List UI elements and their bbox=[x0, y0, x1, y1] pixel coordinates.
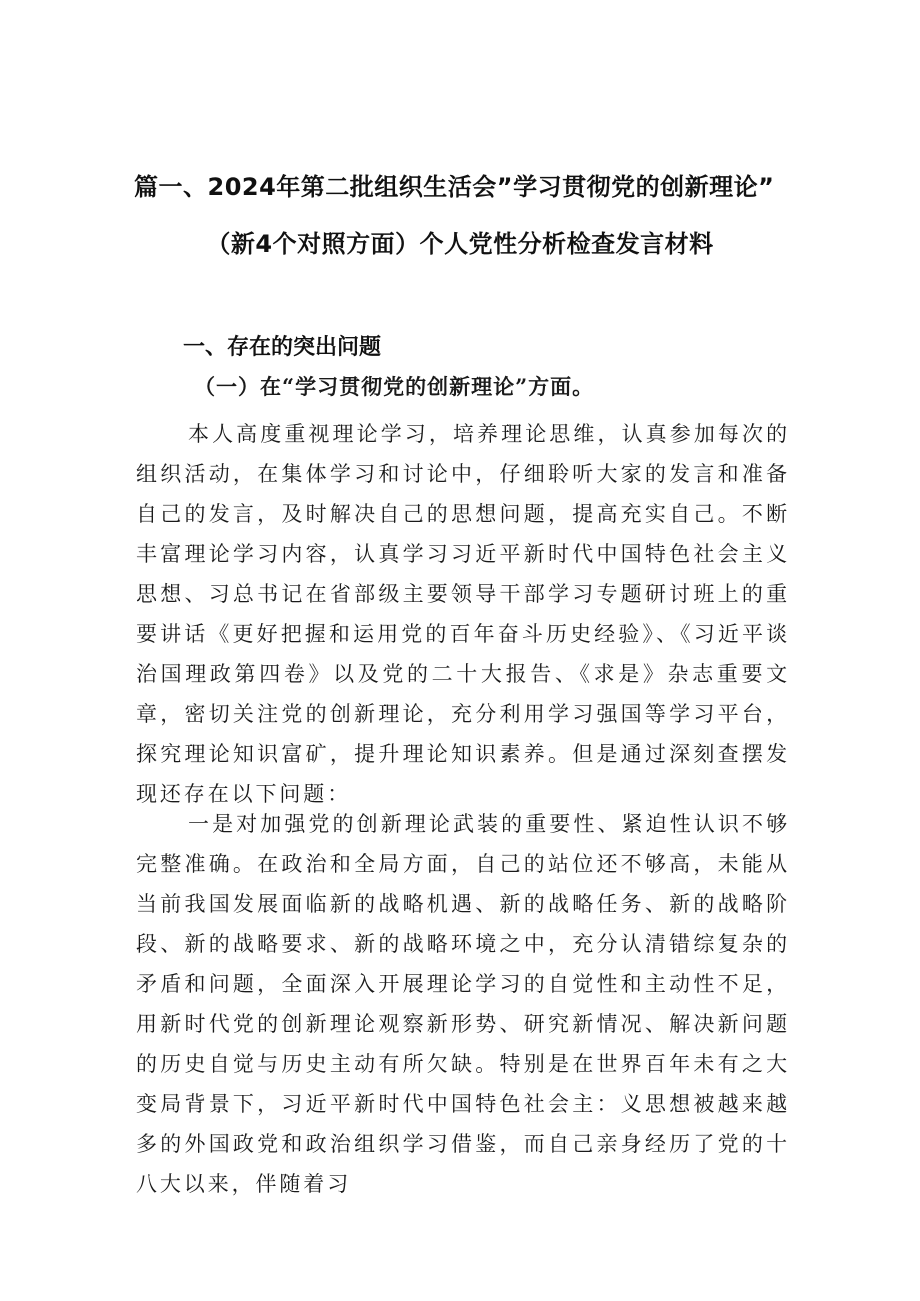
body-paragraph-1: 本人高度重视理论学习，培养理论思维，认真参加每次的组织活动，在集体学习和讨论中，仔细聆听大家的发言和准备自己的发言，及时解决自己的思想问题，提高充实自己。不断丰富理论学习内容，认真学习习近平新时代中国特色社会主义思想、习总书记在省部级主要领导干部学习专题研讨班上的重要讲话《更好把握和运用党的百年奋斗历史经验》、《习近平谈治国理政第四卷》以及党的二十大报告、《求是》杂志重要文章，密切关注党的创新理论，充分利用学习强国等学习平台，探究理论知识富矿，提升理论知识素养。但是通过深刻查摆发现还存在以下问题： bbox=[136, 422, 790, 806]
subsection-heading: （一）在“学习贯彻党的创新理论”方面。 bbox=[194, 374, 595, 399]
body-paragraph-2: 一是对加强党的创新理论武装的重要性、紧迫性认识不够完整准确。在政治和全局方面，自己的站位还不够高，未能从当前我国发展面临新的战略机遇、新的战略任务、新的战略阶段、新的战略要求、新的战略环境之中，充分认清错综复杂的矛盾和问题，全面深入开展理论学习的自觉性和主动性不足，用新时代党的创新理论观察新形势、研究新情况、解决新问题的历史自觉与历史主动有所欠缺。特别是在世界百年未有之大变局背景下，习近平新时代中国特色社会主：义思想被越来越多的外国政党和政治组织学习借鉴，而自己亲身经历了党的十八大以来，伴随着习 bbox=[136, 812, 790, 1196]
document-title-line-2: （新4个对照方面）个人党性分析检查发言材料 bbox=[206, 230, 714, 258]
section-heading: 一、存在的突出问题 bbox=[183, 335, 382, 360]
document-title-line-1: 篇一、2024年第二批组织生活会”学习贯彻党的创新理论” bbox=[134, 173, 775, 201]
